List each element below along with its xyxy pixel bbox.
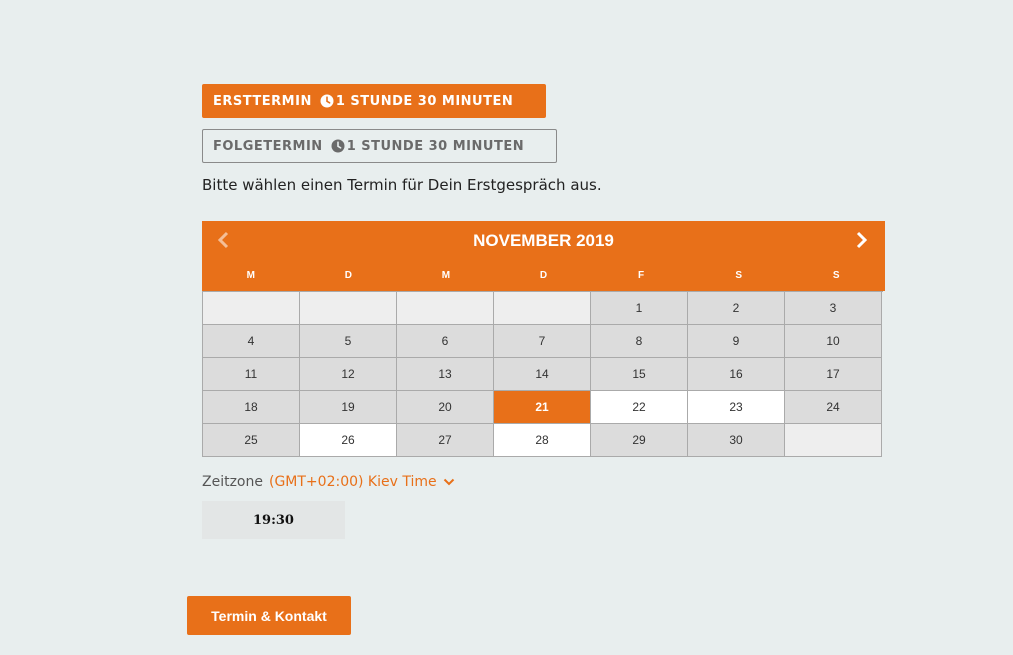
service-follow-appointment-button[interactable] <box>202 129 557 163</box>
calendar-day: 18 <box>203 391 300 424</box>
calendar-month-title: NOVEMBER 2019 <box>473 231 614 250</box>
calendar-day-available[interactable]: 22 <box>591 391 688 424</box>
weekday-label: S <box>832 270 840 281</box>
service-first-name: ERSTTERMIN <box>213 93 312 109</box>
weekday-label: M <box>441 270 451 281</box>
calendar-day: 3 <box>785 292 882 325</box>
weekday-header <box>202 270 885 281</box>
weekday-label: S <box>735 270 743 281</box>
calendar-day: 24 <box>785 391 882 424</box>
service-follow-duration: 1 STUNDE 30 MINUTEN <box>346 138 525 154</box>
time-slot-button[interactable]: 19:30 <box>202 501 345 539</box>
service-first-duration: 1 STUNDE 30 MINUTEN <box>335 93 514 109</box>
calendar-day-available[interactable]: 28 <box>494 424 591 457</box>
calendar-day-available[interactable]: 26 <box>300 424 397 457</box>
calendar-day: 30 <box>688 424 785 457</box>
calendar-day: 7 <box>494 325 591 358</box>
calendar-day: 25 <box>203 424 300 457</box>
chevron-down-icon[interactable] <box>443 476 455 488</box>
weekday-label: M <box>246 270 255 281</box>
calendar-day: 10 <box>785 325 882 358</box>
calendar-day-empty <box>203 292 300 325</box>
weekday-label: D <box>344 270 352 281</box>
calendar-day: 27 <box>397 424 494 457</box>
clock-icon <box>320 94 334 108</box>
calendar <box>202 221 885 457</box>
calendar-day-empty <box>494 292 591 325</box>
calendar-day: 29 <box>591 424 688 457</box>
service-first-appointment-button[interactable] <box>202 84 546 118</box>
calendar-day: 16 <box>688 358 785 391</box>
calendar-day: 11 <box>203 358 300 391</box>
calendar-day: 12 <box>300 358 397 391</box>
calendar-day: 20 <box>397 391 494 424</box>
calendar-day: 13 <box>397 358 494 391</box>
calendar-day: 5 <box>300 325 397 358</box>
calendar-day-available[interactable]: 23 <box>688 391 785 424</box>
clock-icon <box>331 139 345 153</box>
service-follow-name: FOLGETERMIN <box>213 138 323 154</box>
weekday-label: F <box>638 270 645 281</box>
calendar-day-empty <box>785 424 882 457</box>
calendar-day: 4 <box>203 325 300 358</box>
weekday-label: D <box>539 270 548 281</box>
calendar-day: 8 <box>591 325 688 358</box>
timezone-selector <box>202 474 455 490</box>
calendar-day: 9 <box>688 325 785 358</box>
chevron-right-icon[interactable] <box>851 230 871 250</box>
calendar-day: 6 <box>397 325 494 358</box>
calendar-day: 17 <box>785 358 882 391</box>
calendar-day-empty <box>397 292 494 325</box>
calendar-day: 2 <box>688 292 785 325</box>
timezone-label: Zeitzone <box>202 474 263 490</box>
timezone-dropdown[interactable]: (GMT+02:00) Kiev Time <box>268 474 437 490</box>
calendar-day-empty <box>300 292 397 325</box>
calendar-day: 1 <box>591 292 688 325</box>
calendar-day: 19 <box>300 391 397 424</box>
calendar-header <box>202 221 885 291</box>
submit-button[interactable]: Termin & Kontakt <box>187 596 351 635</box>
calendar-days-grid <box>202 291 883 457</box>
intro-text: Bitte wählen einen Termin für Dein Erstgespräch aus. <box>202 176 602 194</box>
calendar-day: 15 <box>591 358 688 391</box>
calendar-day: 14 <box>494 358 591 391</box>
calendar-day-selected[interactable]: 21 <box>494 391 591 424</box>
